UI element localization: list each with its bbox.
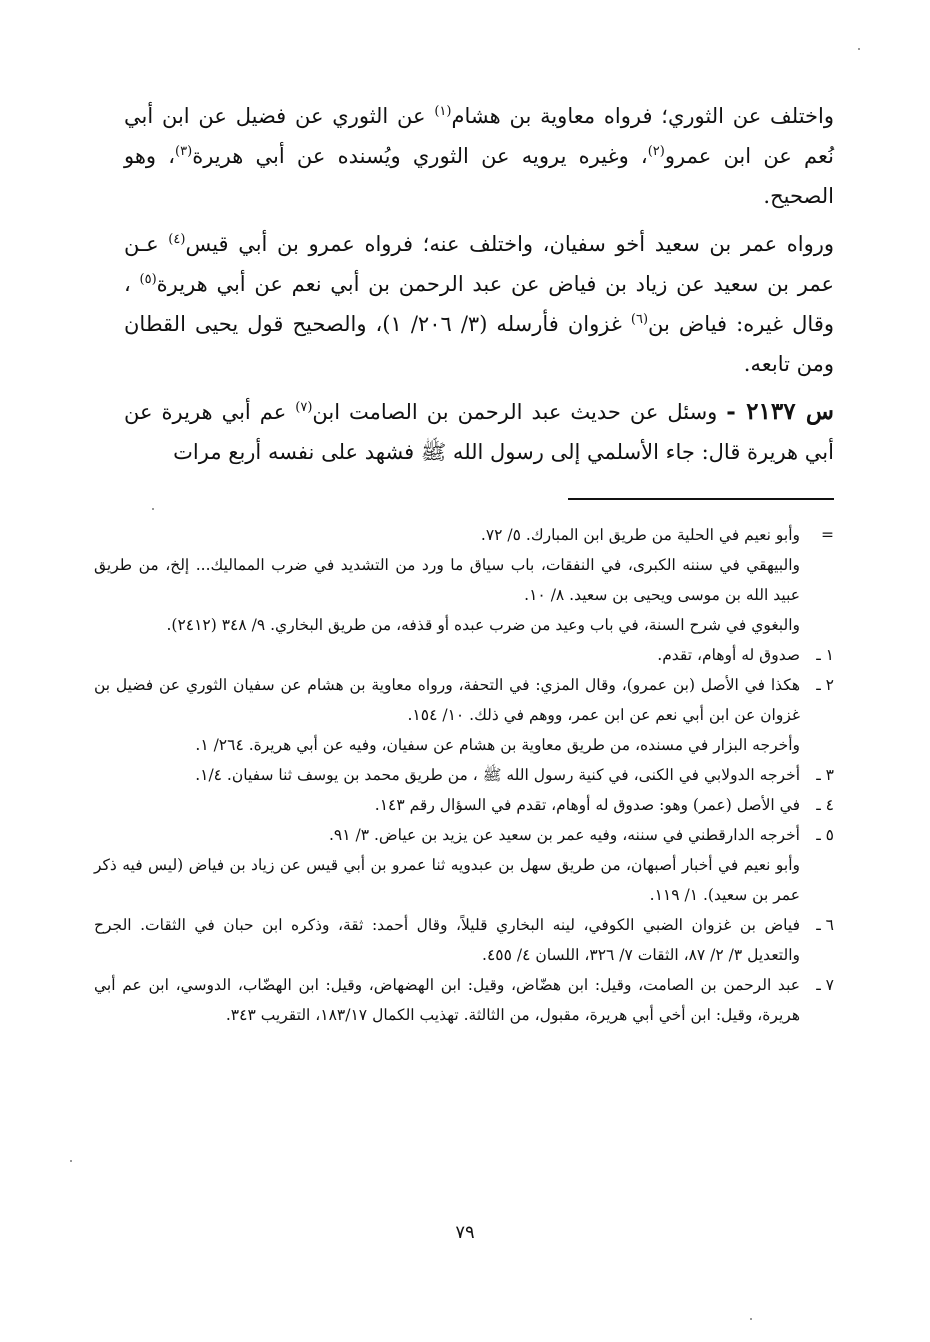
- footnote-2: [94, 670, 834, 760]
- text-run: عن الثوري عن فضيل عن ابن أبي نُعم عن ابن عمرو: [124, 104, 834, 168]
- scan-speck: [152, 508, 154, 510]
- footnote-number: ٣ ـ: [816, 766, 834, 784]
- text-run: ، وقال غيره: فياض بن: [124, 272, 834, 336]
- paragraph-1: [124, 96, 834, 216]
- footnote-body: [94, 640, 800, 670]
- footnote-1: [94, 640, 834, 670]
- paragraph-3: [124, 392, 834, 472]
- footnote-body: [94, 910, 800, 970]
- footnote-body: [94, 760, 800, 790]
- text-run: ورواه عمر بن سعيد أخو سفيان، واختلف عنه؛ فرواه عمرو بن أبي قيس: [185, 232, 835, 256]
- footnote-line: في الأصل (عمر) وهو: صدوق له أوهام، تقدم في السؤال رقم ١٤٣.: [374, 796, 800, 814]
- footnote-body: [94, 670, 800, 760]
- text-run: عم أبي هريرة عن أبي هريرة قال: جاء الأسلمي إلى رسول الله ﷺ فشهد على نفسه أربع مرات: [124, 400, 834, 464]
- footnote-3: [94, 760, 834, 790]
- footnote-ref-3: (٣): [175, 144, 193, 159]
- paragraph-2: [124, 224, 834, 384]
- footnote-ref-6: (٦): [630, 312, 649, 327]
- footnote-body: [94, 790, 800, 820]
- footnote-number: ٧ ـ: [816, 976, 834, 994]
- footnote-number: ٥ ـ: [816, 826, 834, 844]
- text-run: واختلف عن الثوري؛ فرواه معاوية بن هشام: [451, 104, 834, 128]
- footnote-6: [94, 910, 834, 970]
- footnote-line: أخرجه الدولابي في الكنى، في كنية رسول الله ﷺ ، من طريق محمد بن يوسف ثنا سفيان. ١/٤.: [195, 766, 800, 784]
- footnote-line: هكذا في الأصل (بن عمرو)، وقال المزي: في التحفة، ورواه معاوية بن هشام عن سفيان الثوري عن فضيل بن غزوان عن ابن أبي نعم عن ابن عمر، ووهم في ذلك. ١٠/ ١٥٤.: [94, 676, 800, 724]
- footnote-ref-2: (٢): [647, 144, 665, 159]
- footnote-number: ٦ ـ: [816, 916, 834, 934]
- footnote-line: وأبو نعيم في الحلية من طريق ابن المبارك. ٥/ ٧٢.: [480, 526, 800, 544]
- scan-speck: [858, 48, 860, 50]
- footnote-body: [94, 970, 800, 1030]
- scan-speck: [70, 1160, 72, 1162]
- footnotes: [94, 520, 834, 1030]
- page-number: ٧٩: [455, 1222, 475, 1243]
- footnote-marker: =: [821, 526, 834, 544]
- footnote-line: وأخرجه البزار في مسنده، من طريق معاوية بن هشام عن سفيان، وفيه عن أبي هريرة. ٢٦٤/ ١.: [195, 736, 800, 754]
- footnote-body: [94, 820, 800, 910]
- footnote-line: فياض بن غزوان الضبي الكوفي، لينه البخاري قليلاً، وقال أحمد: ثقة، وذكره ابن حبان في الثقات. الجرح والتعديل ٣/ ٢/ ٨٧، الثقات ٧/ ٣٢٦، اللسان ٤/ ٤٥٥.: [94, 916, 800, 964]
- footnote-number: ٤ ـ: [816, 796, 834, 814]
- text-run: عـن عمر بن سعيد عن زياد بن فياض عن عبد الرحمن بن أبي نعم عن أبي هريرة: [124, 232, 834, 296]
- footnote-separator: [568, 498, 834, 500]
- question-number: س ٢١٣٧ -: [726, 398, 834, 425]
- footnote-line: عبد الرحمن بن الصامت، وقيل: ابن هضّاض، وقيل: ابن الهضهاض، وقيل: ابن الهضّاب، الدوسي، ابن عم أبي هريرة، وقيل: ابن أخي أبي هريرة، مقبول، من الثالثة. تهذيب الكمال ١٨٣/١٧، التقريب ٣٤٣.: [94, 976, 800, 1024]
- text-run: غزوان فأرسله (٣/ ٢٠٦/ ١)، والصحيح قول يحيى القطان ومن تابعه.: [124, 312, 834, 376]
- footnote-ref-7: (٧): [295, 400, 313, 415]
- footnote-ref-1: (١): [434, 104, 452, 119]
- text-run: ، وهو الصحيح.: [124, 144, 834, 208]
- footnote-ref-5: (٥): [139, 272, 157, 287]
- footnote-7: [94, 970, 834, 1030]
- footnote-line: أخرجه الدارقطني في سننه، وفيه عمر بن سعيد عن يزيد بن عياض. ٣/ ٩١.: [328, 826, 800, 844]
- footnote-line: والبغوي في شرح السنة، في باب وعيد من ضرب عبده أو قذفه، من طريق البخاري. ٩/ ٣٤٨ (٢٤١٢).: [166, 616, 800, 634]
- footnote-number: ٢ ـ: [816, 676, 834, 694]
- footnote-5: [94, 820, 834, 910]
- footnote-line: وأبو نعيم في أخبار أصبهان، من طريق سهل بن عبدويه ثنا عمرو بن أبي قيس عن زياد بن فياض (ليس فيه ذكر عمر بن سعيد). ١/ ١١٩.: [94, 856, 800, 904]
- footnote-4: [94, 790, 834, 820]
- footnote-line: والبيهقي في سننه الكبرى، في النفقات، باب سياق ما ورد من التشديد في ضرب المماليك... إلخ، من طريق عبيد الله بن موسى ويحيى بن سعيد. ٨/ ١٠.: [94, 556, 800, 604]
- footnote-ref-4: (٤): [168, 232, 186, 247]
- footnote-body: [94, 520, 800, 640]
- footnote-line: صدوق له أوهام، تقدم.: [657, 646, 800, 664]
- text-run: ، وغيره يرويه عن الثوري ويُسنده عن أبي هريرة: [192, 144, 648, 168]
- scan-speck: [750, 1318, 752, 1320]
- footnote-continued: [94, 520, 834, 640]
- text-run: وسئل عن حديث عبد الرحمن بن الصامت ابن: [312, 400, 727, 424]
- footnote-number: ١ ـ: [816, 646, 834, 664]
- main-text: [124, 96, 834, 472]
